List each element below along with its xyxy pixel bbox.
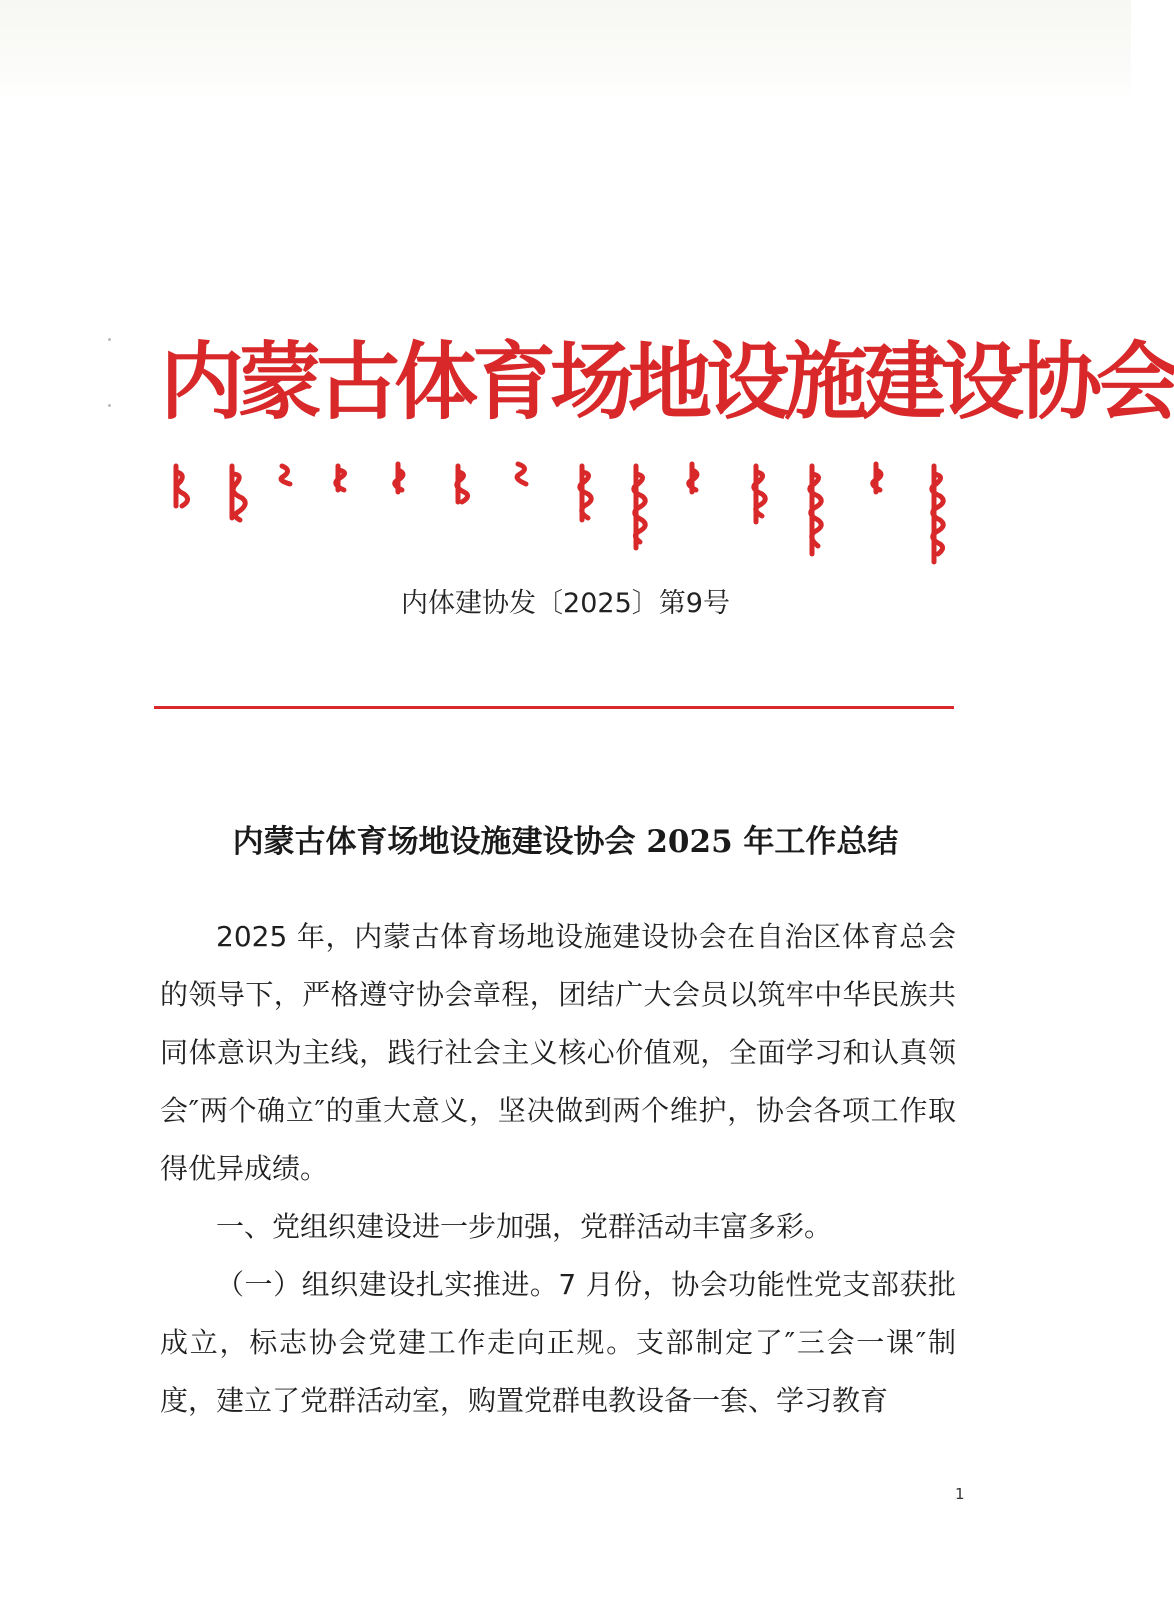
scan-speck <box>108 404 111 407</box>
scan-speck <box>108 338 111 341</box>
document-body <box>160 908 956 1430</box>
scan-edge-band <box>0 0 1131 100</box>
document-number: 内体建协发〔2025〕第9号 <box>401 588 730 619</box>
red-divider-line <box>154 706 954 709</box>
section-heading: 一、党组织建设进一步加强，党群活动丰富多彩。 <box>216 1210 833 1243</box>
page-number: 1 <box>955 1485 965 1503</box>
mongolian-script-glyphs <box>162 462 962 582</box>
body-paragraph: （一）组织建设扎实推进。7 月份，协会功能性党支部获批成立，标志协会党建工作走向正规。支部制定了″三会一课″制度，建立了党群活动室，购置党群电教设备一套、学习教育 <box>160 1268 956 1417</box>
org-masthead-title: 内蒙古体育场地设施建设协会 <box>160 332 1174 431</box>
mongolian-script-org-name <box>162 462 962 582</box>
document-title: 内蒙古体育场地设施建设协会 2025 年工作总结 <box>232 824 899 860</box>
body-paragraph: 2025 年，内蒙古体育场地设施建设协会在自治区体育总会的领导下，严格遵守协会章程，团结广大会员以筑牢中华民族共同体意识为主线，践行社会主义核心价值观，全面学习和认真领会″两个确立″的重大意义，坚决做到两个维护，协会各项工作取得优异成绩。 <box>160 920 956 1185</box>
